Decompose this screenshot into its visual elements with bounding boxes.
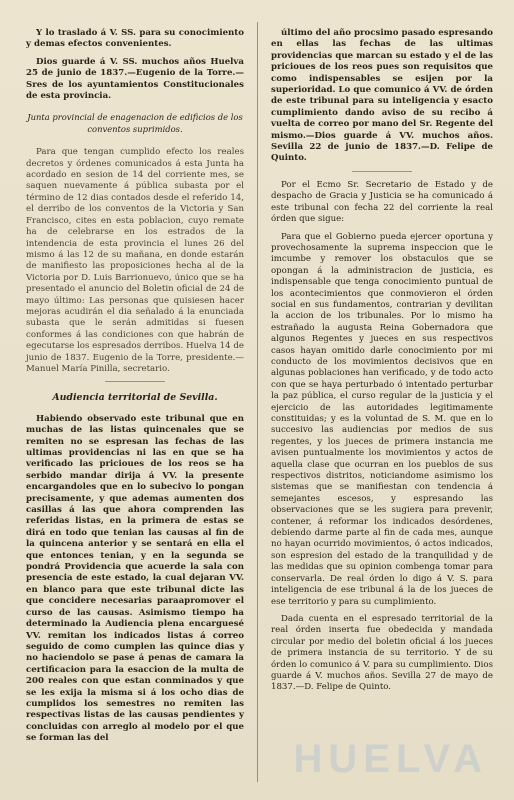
junta-notice-paragraph: Para que tengan cumplido efecto los reales decretos y órdenes comunicados á esta Junta ha acordado en sesion de 14 del corriente mes, se saquen nuevamente á pública subasta por el término de 12 dias contados desde el referido 14, el derribo de los conventos de la Victoria y San Francisco, cites en esta poblacion, cuyo remate ha de celebrarse en los estrados de la intendencia de esta provincia el lunes 26 del mismo á las 12 de su mañana, en donde estarán de manifiesto las proposiciones hecha al de la Victoria por D. Luis Barrionuevo, único que se ha presentado el anuncio del Boletin oficial de 24 de mayo último: Las personas que quisiesen hacer mejoras acudirán el dia señalado á la enunciada subasta que le serán admitidas si fuesen conformes á las condiciones con que habrán de egecutarse los espresados derribos. Huelva 14 de junio de 1837. Eugenio de la Torre, presidente.—Manuel María Pinilla, secretario. xyxy=(26,147,244,374)
junta-subheading: Junta provincial de enagenacion de edificios de los conventos suprimidos. xyxy=(27,112,243,134)
right-column xyxy=(271,28,493,700)
continuation-paragraph: último del año procsimo pasado espresando en ellas las fechas de las ultimas providencias que marcan su estado y el de las pricioues de los reos pues son requisitos que como indispensables se esijen por la superioridad. Lo que comunico á VV. de órden de este tribunal para su inteligencia y esacto cumplimiento dando aviso de su recibo á vuelta de correo por mano del Sr. Regente del mismo.—Dios guarde á VV. muchos años. Sevilla 22 de junio de 1837.—D. Felipe de Quinto. xyxy=(271,28,493,164)
audiencia-paragraph: Habiendo observado este tribunal que en muchas de las listas quincenales que se remiten no se espresan las fechas de las ultimas providencias ni las en que se ha verificado las pricioues de los reos se ha serbido mandar dirija á VV. la presente encargandoles que en lo subecivo lo pongan precisamente, y que ademas aumenten dos casillas á las que ahora comprenden las referidas listas, en la primera de estas se dirá en todo que tenian las causas al fin de la quincena anterior y se sentará en ella el que entonces tenian, y en la segunda se pondrá Providencia que acuerde la sala con presencia de este estado, la cual dejaran VV. en blanco para que este tribunal dicte las que concidere necesarias paraapromover el curso de las causas. Asimismo tiempo ha determinado la Audiencia plena encarguesé VV. remitan los indicados listas á correo seguido de como cumplen las quince dias y no haciendolo se pase á penas de camara la certificacion para la esaccion de la multa de 200 reales con que estan conminados y que se les exija la misma si á los ocho dias de cumplidos los semestres no remiten las respectivas listas de las causas pendientes y concluidas con arreglo al modelo por el que se forman las del xyxy=(26,413,244,744)
column-divider xyxy=(257,22,258,782)
left-column xyxy=(26,28,244,751)
section-separator xyxy=(105,381,165,382)
audiencia-heading: Audiencia territorial de Sevilla. xyxy=(52,392,218,404)
transfer-paragraph: Y lo traslado á V. SS. para su conocimiento y demas efectos convenientes. xyxy=(26,28,244,50)
huelva-watermark: HUELVA xyxy=(293,737,488,781)
real-orden-body: Para que el Gobierno pueda ejercer oportuna y provechosamente la suprema inspeccion que le imcumbe y remover los obstaculos que se opongan á la administracion de justicia, es indispensable que tenga conocimiento puntual de los acontecimientos que conmovieron el órden social en sus fundamentos, contrarian y devilitan la accion de los tribunales. Por lo mismo ha estrañado la augusta Reina Gobernadora que algunos Regentes y jueces en sus respectivos casos hayan omitido darle conocimiento por mi conducto de los movimientos decisivos que en algunas poblaciones han verificado, y de todo acto con que se haya perturbado ó intentado perturbar la paz pública, el curso regular de la justicia y el ejercicio de las autoridades legitimamente constituidas; y es la voluntad de S. M. que en lo succesivo las audiencias por medios de sus regentes, y los jueces de primera instancia me avisen puntualmente los movimientos y actos de aquella clase que ocurran en los pueblos de sus respectivos distritos, noticiandome asimismo los sistemas que se manifiestan con tendencia á semejantes escesos, y espresando las observaciones que se les sugiera para prevenir, contener, á reformar los indicados desórdenes, debiendo darme parte al fin de cada mes, aunque no hayan ocurrido movimientos, ó actos indicados, son espresion del estado de la tranquilidad y de las medidas que su opinion combenga tomar para conservarla. De real órden lo digo á V. S. para inteligencia de ese tribunal á la de los jueces de ese territorio y para su cumplimiento. xyxy=(271,231,493,607)
signature-paragraph: Dios guarde á V. SS. muchos años Huelva 25 de junio de 1837.—Eugenio de la Torre.—Sres de los ayuntamientos Constitucionales de esta provincia. xyxy=(26,56,244,102)
closing-paragraph: Dada cuenta en el espresado territorial de la real órden inserta fue obedecida y mandada circular por medio del boletin oficial á los jueces de primera instancia de su territorio. Y de su órden lo comunico á V. para su cumplimiento. Dios guarde á V. muchos años. Sevilla 27 de mayo de 1837.—D. Felipe de Quinto. xyxy=(271,613,493,693)
right-separator xyxy=(352,171,412,172)
real-orden-intro: Por el Ecmo Sr. Secretario de Estado y de despacho de Gracia y Justicia se ha comunicado á este tribunal con fecha 22 del corriente la real órden que sigue: xyxy=(271,179,493,225)
